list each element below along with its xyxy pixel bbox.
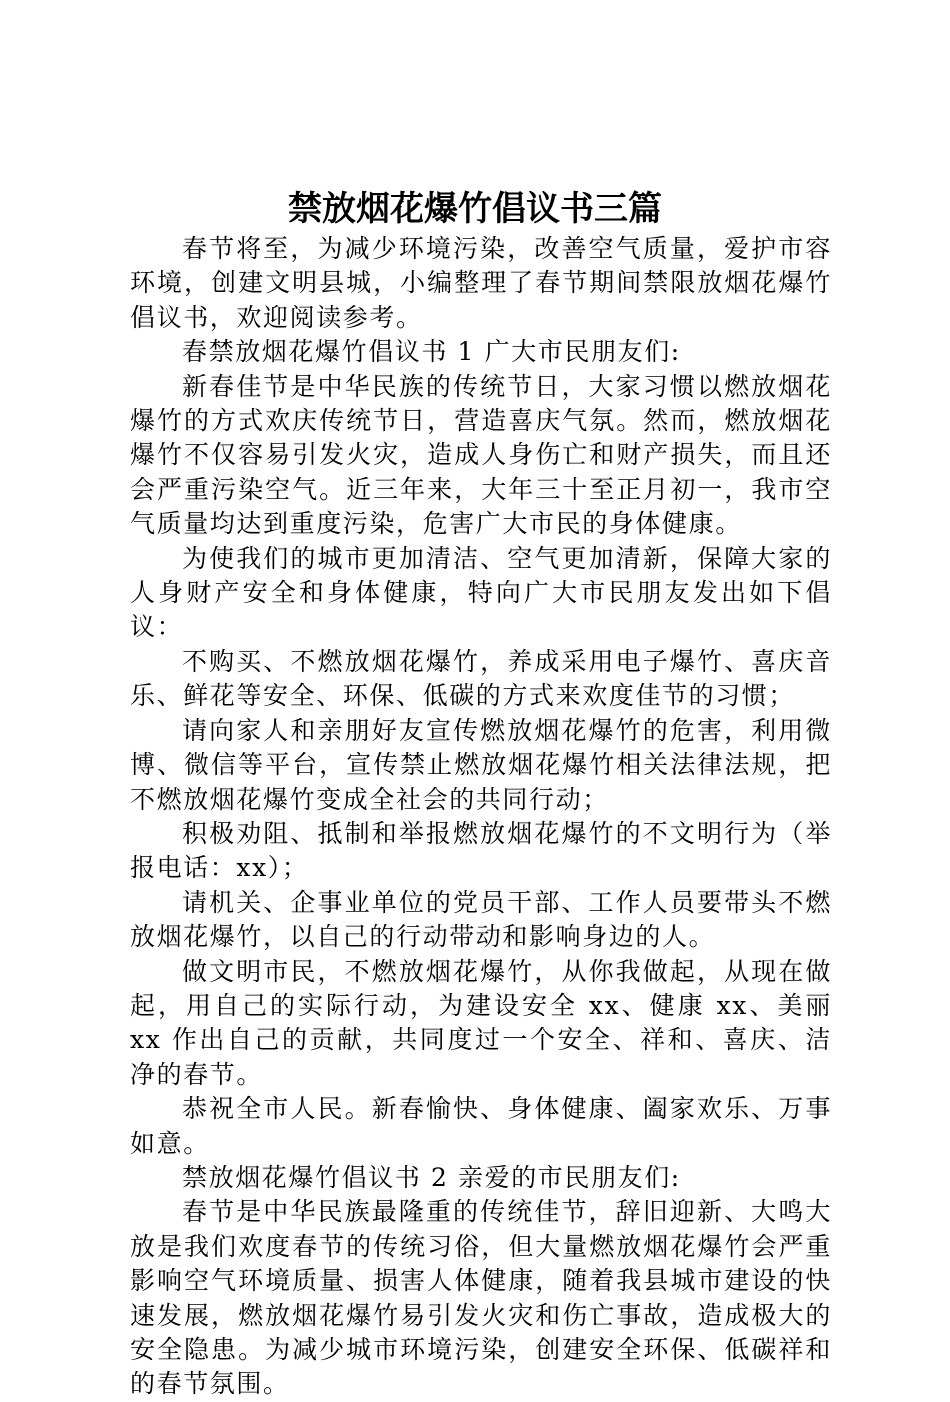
paragraph: 为使我们的城市更加清洁、空气更加清新，保障大家的人身财产安全和身体健康，特向广大市民朋友发出如下倡议： [130,543,832,642]
paragraph-salutation-2: 禁放烟花爆竹倡议书 2 亲爱的市民朋友们: [182,1162,681,1192]
paragraph: 新春佳节是中华民族的传统节日，大家习惯以燃放烟花爆竹的方式欢庆传统节日，营造喜庆气氛。然而，燃放烟花爆竹不仅容易引发火灾，造成人身伤亡和财产损失，而且还会严重污染空气。近三年来，大年三十至正月初一，我市空气质量均达到重度污染，危害广大市民的身体健康。 [130,371,832,539]
paragraph: 不购买、不燃放烟花爆竹，养成采用电子爆竹、喜庆音乐、鲜花等安全、环保、低碳的方式来欢度佳节的习惯； [130,646,832,711]
paragraph: 积极劝阻、抵制和举报燃放烟花爆竹的不文明行为（举报电话：xx）； [130,818,832,883]
document-body [130,232,832,1402]
paragraph: 做文明市民，不燃放烟花爆竹，从你我做起，从现在做起，用自己的实际行动，为建设安全 xx、健康 xx、美丽 xx 作出自己的贡献，共同度过一个安全、祥和、喜庆、洁净的春节。 [130,956,832,1089]
paragraph: 春节是中华民族最隆重的传统佳节，辞旧迎新、大鸣大放是我们欢度春节的传统习俗，但大量燃放烟花爆竹会严重影响空气环境质量、损害人体健康，随着我县城市建设的快速发展，燃放烟花爆竹易引发火灾和伤亡事故，造成极大的安全隐患。为减少城市环境污染，创建安全环保、低碳祥和的春节氛围。 [130,1197,832,1399]
paragraph-salutation-1: 春禁放烟花爆竹倡议书 1 广大市民朋友们: [182,337,681,367]
paragraph: 请向家人和亲朋好友宣传燃放烟花爆竹的危害，利用微博、微信等平台，宣传禁止燃放烟花爆竹相关法律法规，把不燃放烟花爆竹变成全社会的共同行动； [130,715,832,814]
paragraph-intro: 春节将至，为减少环境污染，改善空气质量，爱护市容环境，创建文明县城，小编整理了春节期间禁限放烟花爆竹倡议书，欢迎阅读参考。 [130,234,832,332]
document-title: 禁放烟花爆竹倡议书三篇 [288,189,662,229]
paragraph: 恭祝全市人民。新春愉快、身体健康、阖家欢乐、万事如意。 [130,1094,832,1158]
paragraph: 请机关、企事业单位的党员干部、工作人员要带头不燃放烟花爆竹，以自己的行动带动和影响身边的人。 [130,887,832,952]
